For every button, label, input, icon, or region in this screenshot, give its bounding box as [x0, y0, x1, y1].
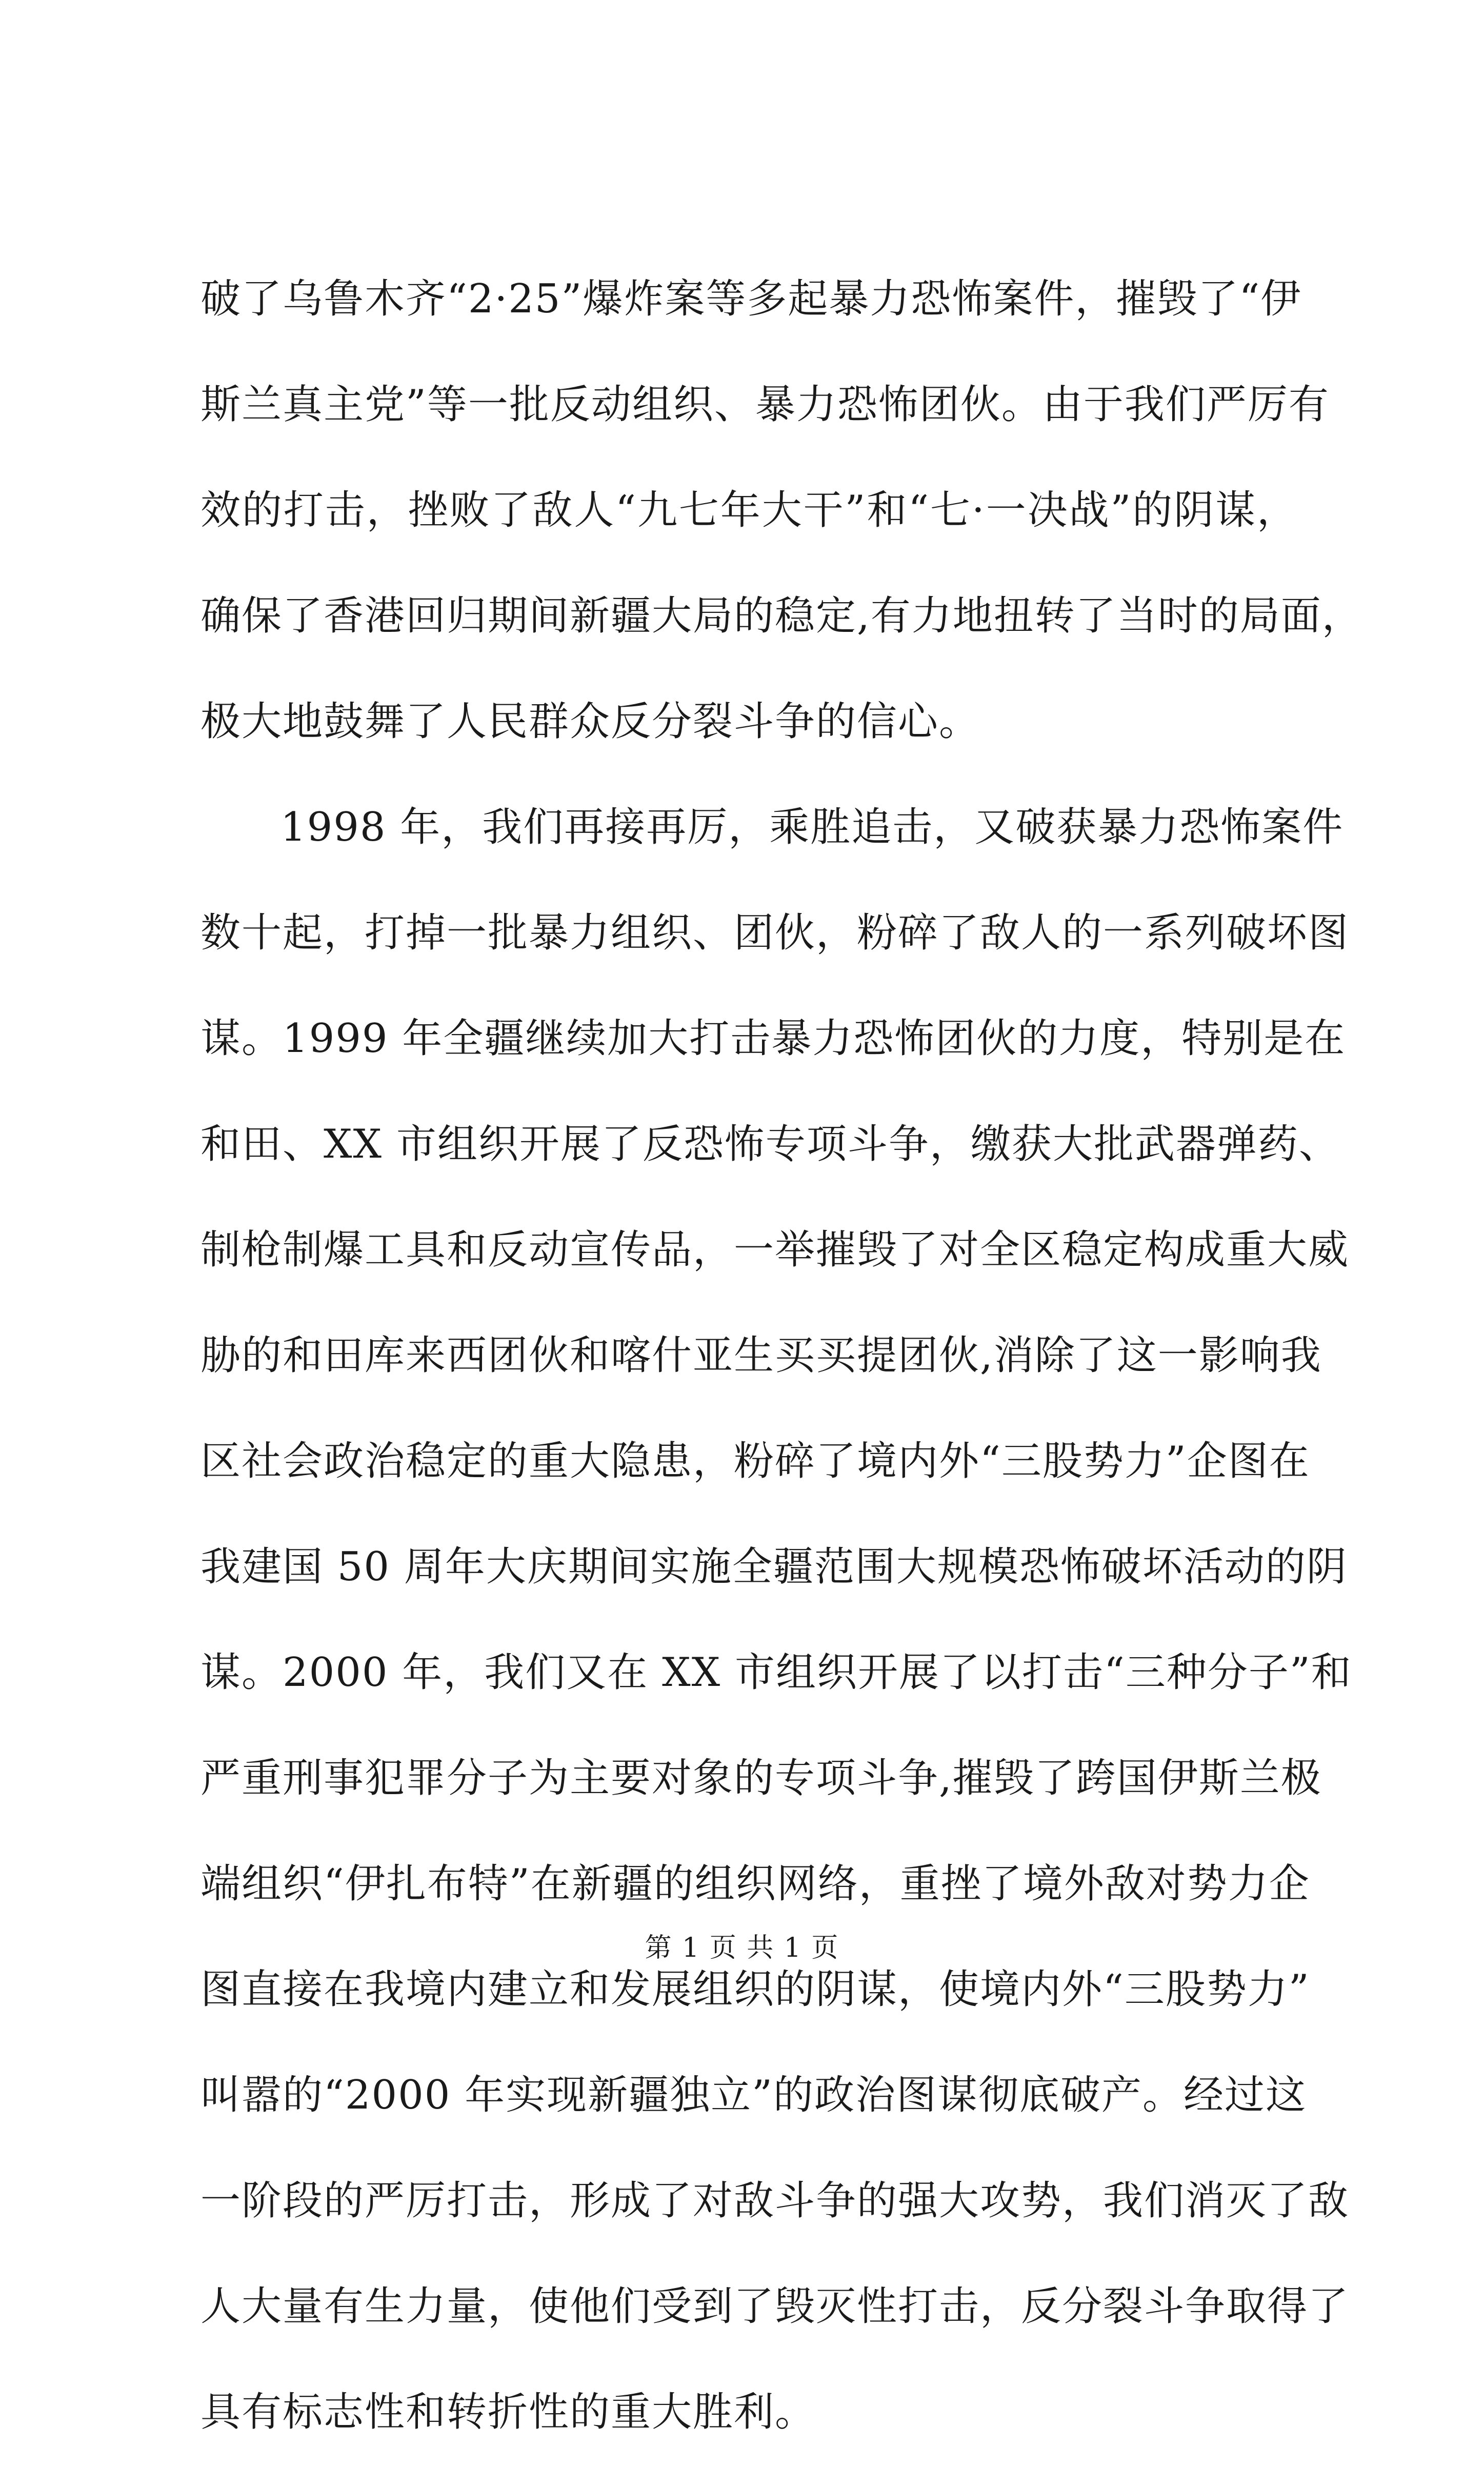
paragraph-line: 胁的和田库来西团伙和喀什亚生买买提团伙,消除了这一影响我 — [200, 1333, 1322, 1379]
page-number-footer: 第 1 页 共 1 页 — [645, 1933, 839, 1963]
paragraph-line: 严重刑事犯罪分子为主要对象的专项斗争,摧毁了跨国伊斯兰极 — [200, 1755, 1322, 1801]
paragraph-line: 谋。2000 年，我们又在 XX 市组织开展了以打击“三种分子”和 — [200, 1649, 1352, 1696]
paragraph-line: 效的打击，挫败了敌人“九七年大干”和“七·一决战”的阴谋， — [200, 487, 1298, 533]
paragraph-line: 1998 年，我们再接再厉，乘胜追击，又破获暴力恐怖案件 — [280, 804, 1344, 850]
paragraph-line: 叫嚣的“2000 年实现新疆独立”的政治图谋彻底破产。经过这 — [200, 2072, 1307, 2118]
paragraph-line: 图直接在我境内建立和发展组织的阴谋，使境内外“三股势力” — [200, 1966, 1310, 2013]
paragraph-line: 区社会政治稳定的重大隐患，粉碎了境内外“三股势力”企图在 — [200, 1438, 1310, 1484]
paragraph-line: 具有标志性和转折性的重大胜利。 — [200, 2389, 816, 2435]
paragraph-line: 数十起，打掉一批暴力组织、团伙，粉碎了敌人的一系列破坏图 — [200, 910, 1350, 956]
paragraph-line: 破了乌鲁木齐“2·25”爆炸案等多起暴力恐怖案件，摧毁了“伊 — [200, 276, 1302, 322]
paragraph-line: 我建国 50 周年大庆期间实施全疆范围大规模恐怖破坏活动的阴 — [200, 1544, 1348, 1590]
paragraph-line: 斯兰真主党”等一批反动组织、暴力恐怖团伙。由于我们严厉有 — [200, 382, 1330, 428]
paragraph-line: 人大量有生力量，使他们受到了毁灭性打击，反分裂斗争取得了 — [200, 2283, 1350, 2330]
paragraph-line: 和田、XX 市组织开展了反恐怖专项斗争，缴获大批武器弹药、 — [200, 1121, 1340, 1167]
paragraph-line: 极大地鼓舞了人民群众反分裂斗争的信心。 — [200, 699, 980, 745]
body-text — [200, 246, 1363, 2465]
paragraph-line: 谋。1999 年全疆继续加大打击暴力恐怖团伙的力度，特别是在 — [200, 1016, 1346, 1062]
paragraph-line: 确保了香港回归期间新疆大局的稳定,有力地扭转了当时的局面， — [200, 593, 1363, 639]
paragraph-line: 一阶段的严厉打击，形成了对敌斗争的强大攻势，我们消灭了敌 — [200, 2178, 1350, 2224]
paragraph-line: 端组织“伊扎布特”在新疆的组织网络，重挫了境外敌对势力企 — [200, 1861, 1310, 1907]
paragraph-line: 制枪制爆工具和反动宣传品，一举摧毁了对全区稳定构成重大威 — [200, 1227, 1350, 1273]
